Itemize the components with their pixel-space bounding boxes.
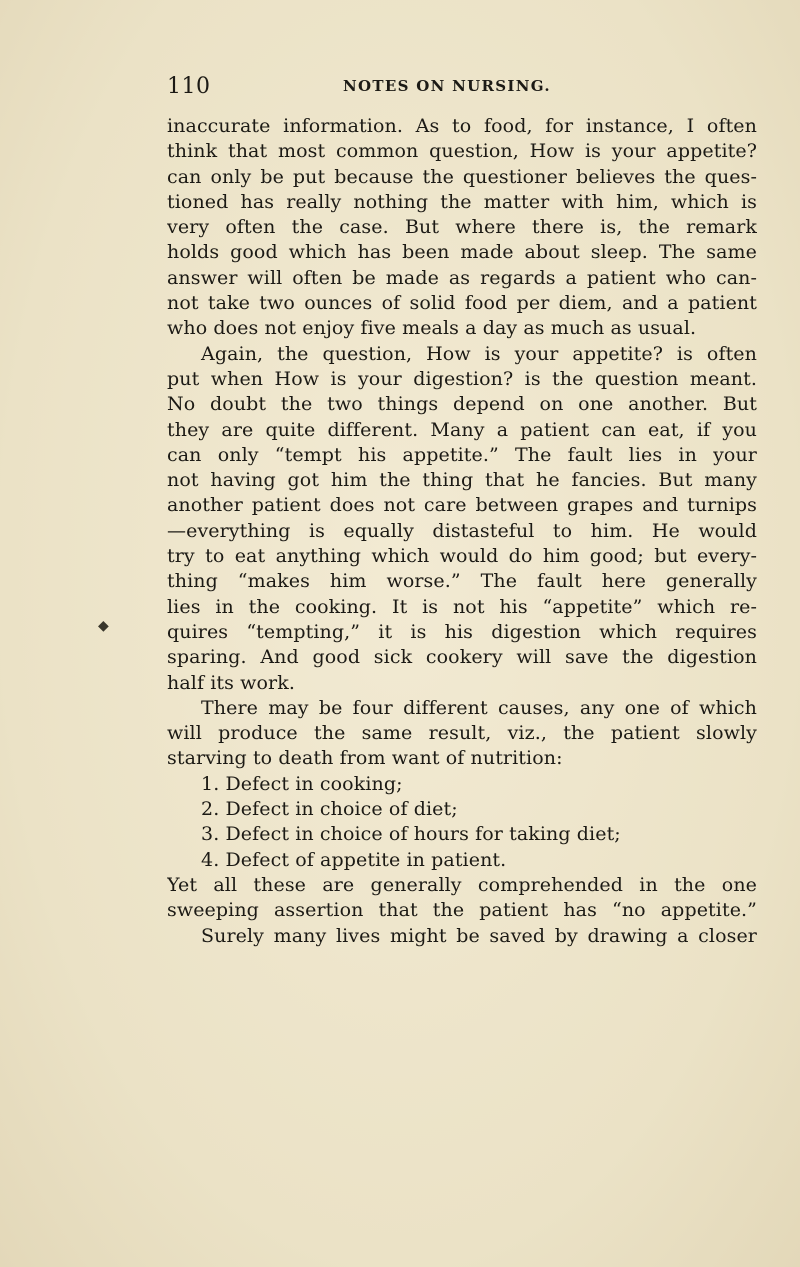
- text-line: who does not enjoy five meals a day as much as usual.: [167, 317, 697, 340]
- text-line: think that most common question, How is your appetite?: [167, 140, 757, 163]
- list-item: 3. Defect in choice of hours for taking diet;: [201, 823, 621, 846]
- text-line: can only “tempt his appetite.” The fault lies in your: [167, 443, 757, 466]
- text-line: sparing. And good sick cookery will save the digestion: [167, 646, 757, 669]
- body-text: [167, 114, 757, 949]
- text-line: answer will often be made as regards a patient who can-: [167, 266, 757, 289]
- list-item: 1. Defect in cooking;: [201, 772, 403, 795]
- text-line: try to eat anything which would do him good; but every-: [167, 545, 757, 568]
- text-line: not having got him the thing that he fancies. But many: [167, 469, 757, 492]
- text-line: half its work.: [167, 671, 295, 694]
- text-line: No doubt the two things depend on one another. But: [167, 393, 757, 416]
- text-line: —everything is equally distasteful to him. He would: [167, 519, 757, 542]
- text-line: thing “makes him worse.” The fault here generally: [167, 570, 757, 593]
- text-line: quires “tempting,” it is his digestion which requires: [167, 620, 757, 643]
- page-number: 110: [167, 74, 211, 99]
- running-head: [167, 74, 757, 104]
- text-line: put when How is your digestion? is the question meant.: [167, 367, 757, 390]
- printing-speck: ◆: [98, 618, 109, 634]
- text-line: tioned has really nothing the matter with him, which is: [167, 190, 757, 213]
- text-line: sweeping assertion that the patient has “no appetite.”: [167, 899, 757, 922]
- paragraph-start-line: There may be four different causes, any one of which: [201, 696, 757, 719]
- running-title: NOTES ON NURSING.: [343, 77, 551, 95]
- text-line: not take two ounces of solid food per diem, and a patient: [167, 292, 757, 315]
- text-line: holds good which has been made about sleep. The same: [167, 241, 757, 264]
- text-line: very often the case. But where there is, the remark: [167, 216, 757, 239]
- text-line: can only be put because the questioner believes the ques-: [167, 165, 757, 188]
- text-line: Surely many lives might be saved by drawing a closer: [201, 924, 757, 947]
- text-line: inaccurate information. As to food, for instance, I often: [167, 115, 757, 137]
- list-item: 2. Defect in choice of diet;: [201, 798, 458, 821]
- paragraph-start-line: Again, the question, How is your appetite? is often: [201, 342, 757, 365]
- text-line: will produce the same result, viz., the patient slowly: [167, 722, 757, 745]
- text-line: Yet all these are generally comprehended in the one: [167, 873, 757, 896]
- text-line: another patient does not care between grapes and turnips: [167, 494, 757, 517]
- list-item: 4. Defect of appetite in patient.: [201, 848, 507, 871]
- text-line: lies in the cooking. It is not his “appetite” which re-: [167, 595, 757, 618]
- text-line: they are quite different. Many a patient can eat, if you: [167, 418, 757, 441]
- text-line: starving to death from want of nutrition:: [167, 747, 563, 770]
